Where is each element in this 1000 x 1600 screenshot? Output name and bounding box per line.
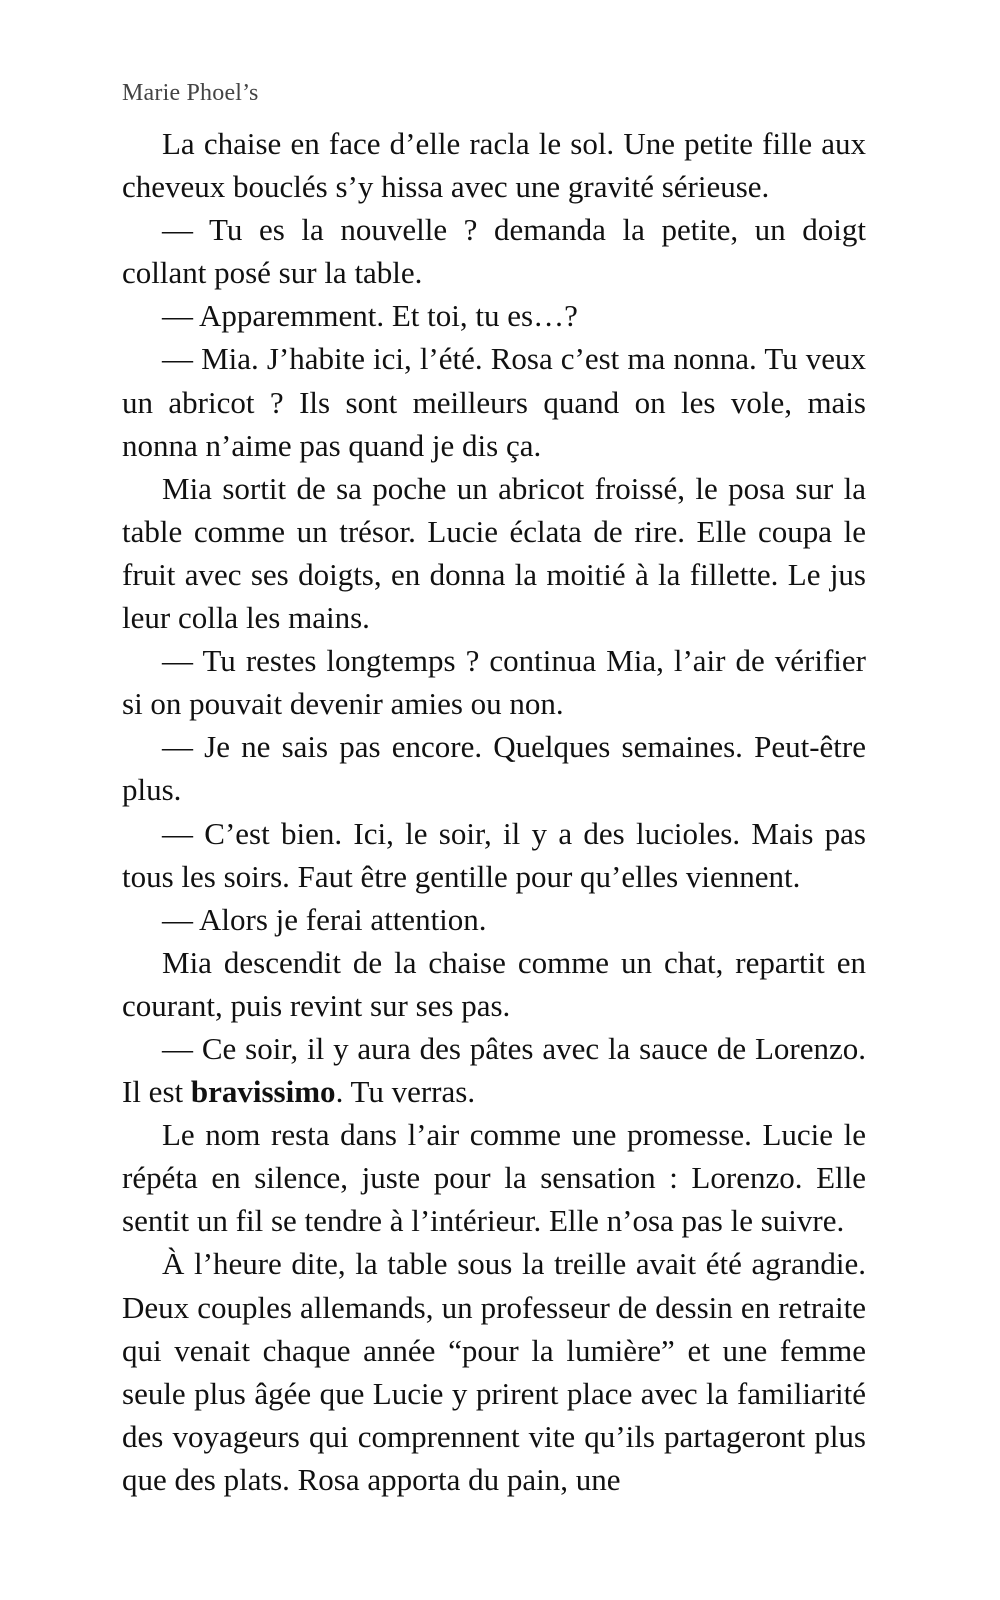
paragraph: — Ce soir, il y aura des pâtes avec la sauce de Lorenzo. Il est bravissimo. Tu verras. xyxy=(122,1030,866,1110)
paragraph: Mia descendit de la chaise comme un chat, repartit en courant, puis revint sur ses pas. xyxy=(122,944,866,1023)
emphasis-bold: bravissimo xyxy=(190,1074,336,1110)
paragraph: La chaise en face d’elle racla le sol. Une petite fille aux cheveux bouclés s’y hissa avec une gravité sérieuse. xyxy=(122,126,866,205)
paragraph: Mia sortit de sa poche un abricot froissé, le posa sur la table comme un trésor. Lucie éclata de rire. Elle coupa le fruit avec ses doigts, en donna la moitié à la fillette. Le jus leur colla les mains. xyxy=(122,470,866,636)
paragraph: — Tu restes longtemps ? continua Mia, l’air de vérifier si on pouvait devenir amies ou non. xyxy=(122,643,866,722)
paragraph: — Je ne sais pas encore. Quelques semaines. Peut-être plus. xyxy=(122,729,866,808)
paragraph: — C’est bien. Ici, le soir, il y a des lucioles. Mais pas tous les soirs. Faut être gentille pour qu’elles viennent. xyxy=(122,815,866,894)
paragraph: Le nom resta dans l’air comme une promesse. Lucie le répéta en silence, juste pour la sensation : Lorenzo. Elle sentit un fil se tendre à l’intérieur. Elle n’osa pas le suivre. xyxy=(122,1117,866,1239)
paragraph: — Alors je ferai attention. xyxy=(162,901,487,937)
paragraph: — Tu es la nouvelle ? demanda la petite, un doigt collant posé sur la table. xyxy=(122,212,866,291)
paragraph: À l’heure dite, la table sous la treille avait été agrandie. Deux couples allemands, un professeur de dessin en retraite qui venait chaque année “pour la lumière” et une femme seule plus âgée que Lucie y prirent place avec la familiarité des voyageurs qui comprennent vite qu’ils partageront plus que des plats. Rosa apporta du pain, une xyxy=(122,1246,866,1497)
running-header: Marie Phoel’s xyxy=(122,80,259,106)
paragraph: — Apparemment. Et toi, tu es…? xyxy=(162,298,578,334)
body-text xyxy=(122,122,866,1501)
paragraph: — Mia. J’habite ici, l’été. Rosa c’est ma nonna. Tu veux un abricot ? Ils sont meilleurs quand on les vole, mais nonna n’aime pas quand je dis ça. xyxy=(122,341,866,463)
